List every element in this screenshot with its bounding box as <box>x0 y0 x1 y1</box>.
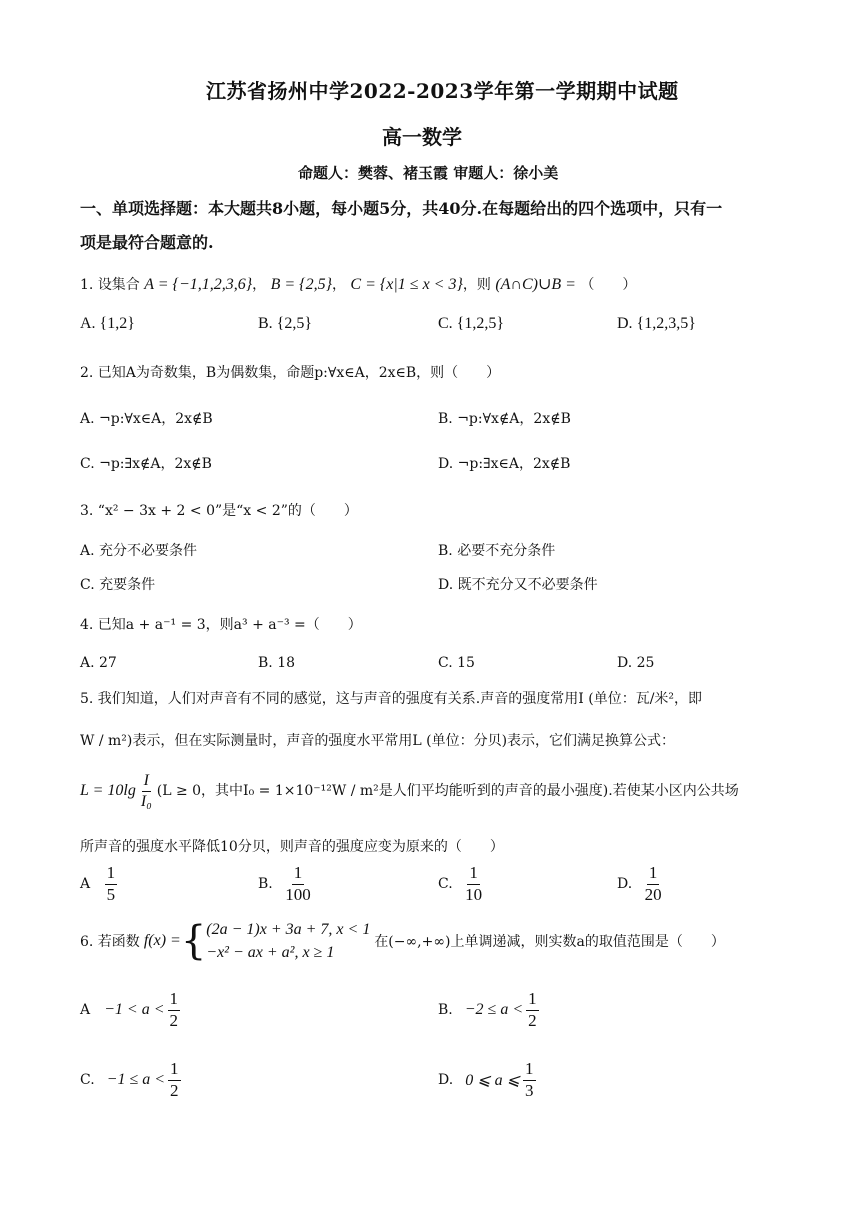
question-5-line2: W / m²)表示，但在实际测量时，声音的强度水平常用L (单位：分贝)表示，它们满足换算公式： <box>80 733 676 749</box>
q5-formula-fraction <box>139 772 154 810</box>
q2-option-a: A. ¬p:∀x∈A，2x∉B <box>80 411 213 427</box>
q5-b-num: 1 <box>292 864 305 885</box>
q1-blank: （ ） <box>580 277 637 293</box>
q1-sep2: ， <box>331 277 346 293</box>
q4-option-a: A. 27 <box>80 655 117 671</box>
question-3: 3. “x² − 3x + 2 < 0”是“x < 2”的（ ） <box>80 503 358 519</box>
q6-option-b <box>438 990 542 1030</box>
q1-num: 1. <box>80 277 94 293</box>
q4-option-c: C. 15 <box>438 655 475 671</box>
q6-option-c <box>80 1060 184 1100</box>
q6-option-a-fraction <box>168 990 181 1030</box>
q5-c-den: 10 <box>465 884 483 904</box>
q6-option-c-fraction <box>168 1060 181 1100</box>
q3-option-d: D. 既不充分又不必要条件 <box>438 577 598 593</box>
q1-sep1: ， <box>252 277 267 293</box>
q6-option-b-fraction <box>526 990 539 1030</box>
q3-option-c: C. 充要条件 <box>80 577 156 593</box>
question-2: 2. 已知A为奇数集，B为偶数集，命题p:∀x∈A，2x∈B，则（ ） <box>80 365 501 381</box>
q5-option-c-fraction <box>463 864 484 904</box>
q1-option-c: C. {1,2,5} <box>438 315 505 332</box>
q5-option-a <box>80 864 120 904</box>
q6-option-c-left: −1 ≤ a < <box>106 1071 166 1089</box>
q6-option-b-label: B. <box>438 1002 453 1019</box>
q5-option-d <box>617 864 667 904</box>
exam-subject: 高一数学 <box>382 125 462 149</box>
q5-option-b-label: B. <box>258 876 273 893</box>
q6-option-d-label: D. <box>438 1072 454 1089</box>
q6-option-b-left: −2 ≤ a < <box>464 1001 524 1019</box>
q3-option-a: A. 充分不必要条件 <box>80 543 198 559</box>
q5-option-d-label: D. <box>617 876 633 893</box>
q6-a-den: 2 <box>169 1010 179 1030</box>
exam-title: 江苏省扬州中学2022-2023学年第一学期期中试题 <box>206 79 679 103</box>
q5-option-a-label: A <box>80 876 91 893</box>
q5-option-a-fraction <box>105 864 118 904</box>
q6-option-a <box>80 990 183 1030</box>
q6-option-c-label: C. <box>80 1072 95 1089</box>
section-heading-line2: 项是最符合题意的. <box>80 233 214 252</box>
q6-option-a-left: −1 < a < <box>104 1001 165 1019</box>
q5-d-num: 1 <box>647 864 660 885</box>
question-1 <box>80 274 636 294</box>
q5-a-num: 1 <box>105 864 118 885</box>
q6-c-num: 1 <box>168 1060 181 1081</box>
q2-option-d: D. ¬p:∃x∈A，2x∉B <box>438 456 571 472</box>
q1-set-b: B = {2,5} <box>270 276 332 293</box>
q3-option-b: B. 必要不充分条件 <box>438 543 556 559</box>
q1-set-a: A = {−1,1,2,3,6} <box>144 276 253 293</box>
q2-option-b: B. ¬p:∀x∉A，2x∉B <box>438 411 571 427</box>
q1-expr: (A∩C)∪B = <box>495 276 576 293</box>
q6-rest: 在(−∞,+∞)上单调递减，则实数a的取值范围是（ ） <box>374 934 725 951</box>
q6-option-d <box>438 1060 539 1100</box>
q6-piecewise-cases <box>206 918 370 964</box>
q5-formula-rest: (L ≥ 0，其中I₀ = 1×10⁻¹²W / m²是人们平均能听到的声音的最小强度).若使某小区内公共场 <box>156 783 739 800</box>
q1-option-d: D. {1,2,3,5} <box>617 315 696 332</box>
section-heading-line1: 一、单项选择题：本大题共8小题，每小题5分，共40分.在每题给出的四个选项中，只有一 <box>80 199 723 218</box>
q5-frac-den: I₀ <box>140 792 152 810</box>
q6-case1: (2a − 1)x + 3a + 7, x < 1 <box>206 921 371 938</box>
q1-then: ，则 <box>462 277 491 293</box>
q5-option-c <box>438 864 487 904</box>
q5-option-b-fraction <box>283 864 313 904</box>
q1-option-b: B. {2,5} <box>258 315 313 332</box>
q6-lead: 6. 若函数 <box>80 934 140 951</box>
q6-fx: f(x) = <box>143 932 181 950</box>
q6-case2: −x² − ax + a², x ≥ 1 <box>206 944 335 962</box>
q6-d-den: 3 <box>525 1080 534 1100</box>
q5-frac-num: I <box>142 772 151 792</box>
q6-piecewise-brace: { <box>180 918 207 965</box>
question-5-line1: 5. 我们知道，人们对声音有不同的感觉，这与声音的强度有关系.声音的强度常用I (单位：瓦/米²，即 <box>80 691 703 707</box>
q1-set-c: C = {x|1 ≤ x < 3} <box>350 276 463 293</box>
q5-option-c-label: C. <box>438 876 453 893</box>
question-5-line3 <box>80 772 739 810</box>
q6-option-a-label: A <box>80 1002 91 1019</box>
exam-authors: 命题人：樊蓉、褚玉霞 审题人：徐小美 <box>298 164 559 182</box>
question-5-line4: 所声音的强度水平降低10分贝，则声音的强度应变为原来的（ ） <box>80 839 504 855</box>
q5-b-den: 100 <box>285 884 311 904</box>
q6-b-den: 2 <box>528 1010 537 1030</box>
q6-a-num: 1 <box>168 990 181 1011</box>
q5-c-num: 1 <box>467 864 480 885</box>
q4-option-b: B. 18 <box>258 655 296 671</box>
q5-d-den: 20 <box>644 884 662 904</box>
q6-d-num: 1 <box>523 1060 536 1081</box>
question-6 <box>80 918 725 964</box>
q6-c-den: 2 <box>170 1080 179 1100</box>
q5-option-d-fraction <box>643 864 664 904</box>
q6-b-num: 1 <box>526 990 539 1011</box>
q6-option-d-fraction <box>523 1060 536 1100</box>
q4-option-d: D. 25 <box>617 655 655 671</box>
q1-option-a: A. {1,2} <box>80 315 135 332</box>
q2-option-c: C. ¬p:∃x∉A，2x∉B <box>80 456 212 472</box>
q5-a-den: 5 <box>106 884 116 904</box>
q1-lead: 设集合 <box>97 277 140 293</box>
q5-formula-lhs: L = 10lg <box>80 782 136 800</box>
question-4: 4. 已知a + a⁻¹ = 3，则a³ + a⁻³ =（ ） <box>80 617 362 633</box>
q6-option-d-left: 0 ⩽ a ⩽ <box>465 1072 520 1090</box>
q5-option-b <box>258 864 316 904</box>
